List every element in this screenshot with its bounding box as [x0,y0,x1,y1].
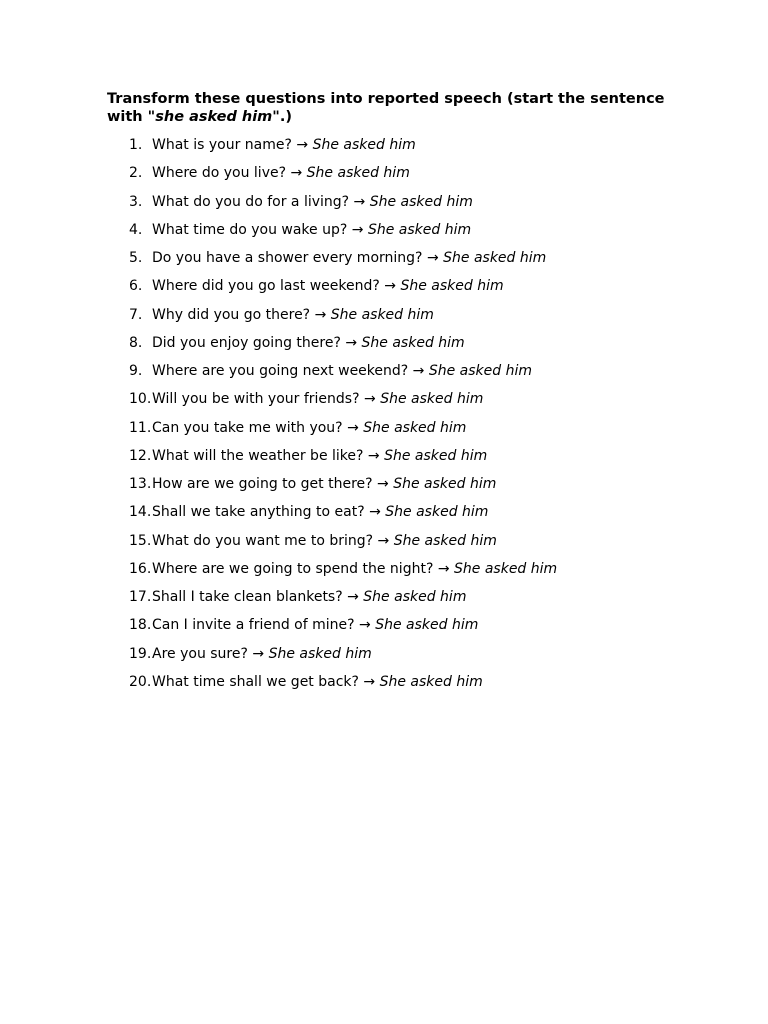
list-item [107,588,667,616]
item-number: 4. [129,221,143,238]
answer-prompt: She asked him [384,447,488,464]
list-item [107,136,667,164]
item-text [152,673,483,691]
answer-prompt: She asked him [363,589,467,605]
item-number: 7. [129,306,143,323]
list-item [107,532,667,560]
answer-prompt: She asked him [385,504,489,521]
item-number: 9. [129,363,143,379]
item-number: 8. [129,334,143,351]
item-text [152,277,504,295]
list-item [107,164,667,192]
answer-prompt: She asked him [393,476,497,492]
item-number: 11. [129,419,152,436]
item-text [152,221,471,239]
answer-prompt: She asked him [367,221,472,238]
question-text: Will you be with your friends? [152,391,360,408]
answer-prompt: She asked him [312,137,416,153]
question-text: Where are we going to spend the night? [152,560,434,577]
list-item [107,334,667,362]
question-text: Where are you going next weekend? [152,363,409,379]
list-item [107,419,667,447]
item-text [152,249,546,267]
item-text [152,532,497,550]
instructions-heading [107,90,667,126]
question-text: Where did you go last weekend? [152,278,380,295]
item-number: 15. [129,532,152,549]
item-text [152,306,434,324]
answer-prompt: She asked him [380,391,484,408]
answer-prompt: She asked him [443,250,547,266]
question-text: Can you take me with you? [152,419,343,436]
list-item [107,277,667,305]
arrow-icon: → [412,363,425,379]
arrow-icon: → [364,391,376,408]
list-item [107,447,667,475]
item-number: 2. [129,165,143,182]
answer-prompt: She asked him [454,560,558,577]
question-text: What do you do for a living? [152,193,350,210]
arrow-icon: → [347,589,359,605]
question-text: Are you sure? [152,645,248,662]
arrow-icon: → [377,476,389,492]
worksheet [107,90,667,701]
answer-prompt: She asked him [361,334,465,351]
arrow-icon: → [426,250,439,266]
item-number: 16. [129,560,152,577]
question-text: Shall we take anything to eat? [152,504,365,521]
item-text [152,164,410,182]
question-text: Why did you go there? [152,306,311,323]
answer-prompt: She asked him [400,278,504,295]
item-text [152,390,483,408]
question-text: How are we going to get there? [152,476,373,492]
question-text: What time shall we get back? [152,673,359,690]
heading-emphasis: she asked him [155,109,273,125]
arrow-icon: → [369,504,381,521]
question-text: What do you want me to bring? [152,532,374,549]
item-number: 14. [129,504,152,521]
arrow-icon: → [351,221,364,238]
list-item [107,249,667,277]
item-number: 6. [129,278,143,295]
item-text [152,616,478,634]
item-number: 5. [129,250,143,266]
arrow-icon: → [353,193,366,210]
item-text [152,419,466,437]
item-number: 13. [129,476,152,492]
arrow-icon: → [314,306,327,323]
list-item [107,673,667,701]
question-text: Do you have a shower every morning? [152,250,423,266]
list-item [107,362,667,390]
list-item [107,616,667,644]
answer-prompt: She asked him [268,645,372,662]
item-text [152,588,466,606]
item-text [152,475,496,493]
answer-prompt: She asked him [369,193,473,210]
arrow-icon: → [347,419,359,436]
list-item [107,645,667,673]
question-text: What time do you wake up? [152,221,348,238]
item-text [152,447,487,465]
exercise-list [107,136,667,701]
item-number: 18. [129,617,152,634]
answer-prompt: She asked him [393,532,497,549]
heading-text-after: ".) [272,109,292,125]
item-text [152,560,557,578]
arrow-icon: → [363,673,376,690]
list-item [107,221,667,249]
arrow-icon: → [367,447,380,464]
item-number: 3. [129,193,143,210]
answer-prompt: She asked him [428,363,533,379]
item-text [152,334,465,352]
item-number: 19. [129,645,152,662]
answer-prompt: She asked him [375,617,479,634]
arrow-icon: → [345,334,358,351]
arrow-icon: → [384,278,397,295]
item-text [152,503,488,521]
answer-prompt: She asked him [330,306,434,323]
item-number: 20. [129,673,152,690]
arrow-icon: → [359,617,371,634]
item-number: 17. [129,589,152,605]
list-item [107,475,667,503]
answer-prompt: She asked him [363,419,467,436]
arrow-icon: → [296,137,309,153]
question-text: Where do you live? [152,165,287,182]
item-text [152,136,416,154]
arrow-icon: → [290,165,303,182]
item-text [152,362,532,380]
arrow-icon: → [377,532,390,549]
question-text: Shall I take clean blankets? [152,589,343,605]
list-item [107,560,667,588]
list-item [107,306,667,334]
answer-prompt: She asked him [379,673,483,690]
item-text [152,645,372,663]
item-number: 10. [129,391,152,408]
item-text [152,193,473,211]
item-number: 1. [129,137,143,153]
item-number: 12. [129,447,152,464]
list-item [107,390,667,418]
answer-prompt: She asked him [306,165,410,182]
question-text: Did you enjoy going there? [152,334,341,351]
heading-text-before: Transform these questions into reported speech (start the sentence with " [107,91,665,125]
arrow-icon: → [252,645,265,662]
list-item [107,193,667,221]
question-text: Can I invite a friend of mine? [152,617,355,634]
list-item [107,503,667,531]
question-text: What is your name? [152,137,292,153]
question-text: What will the weather be like? [152,447,364,464]
arrow-icon: → [437,560,450,577]
